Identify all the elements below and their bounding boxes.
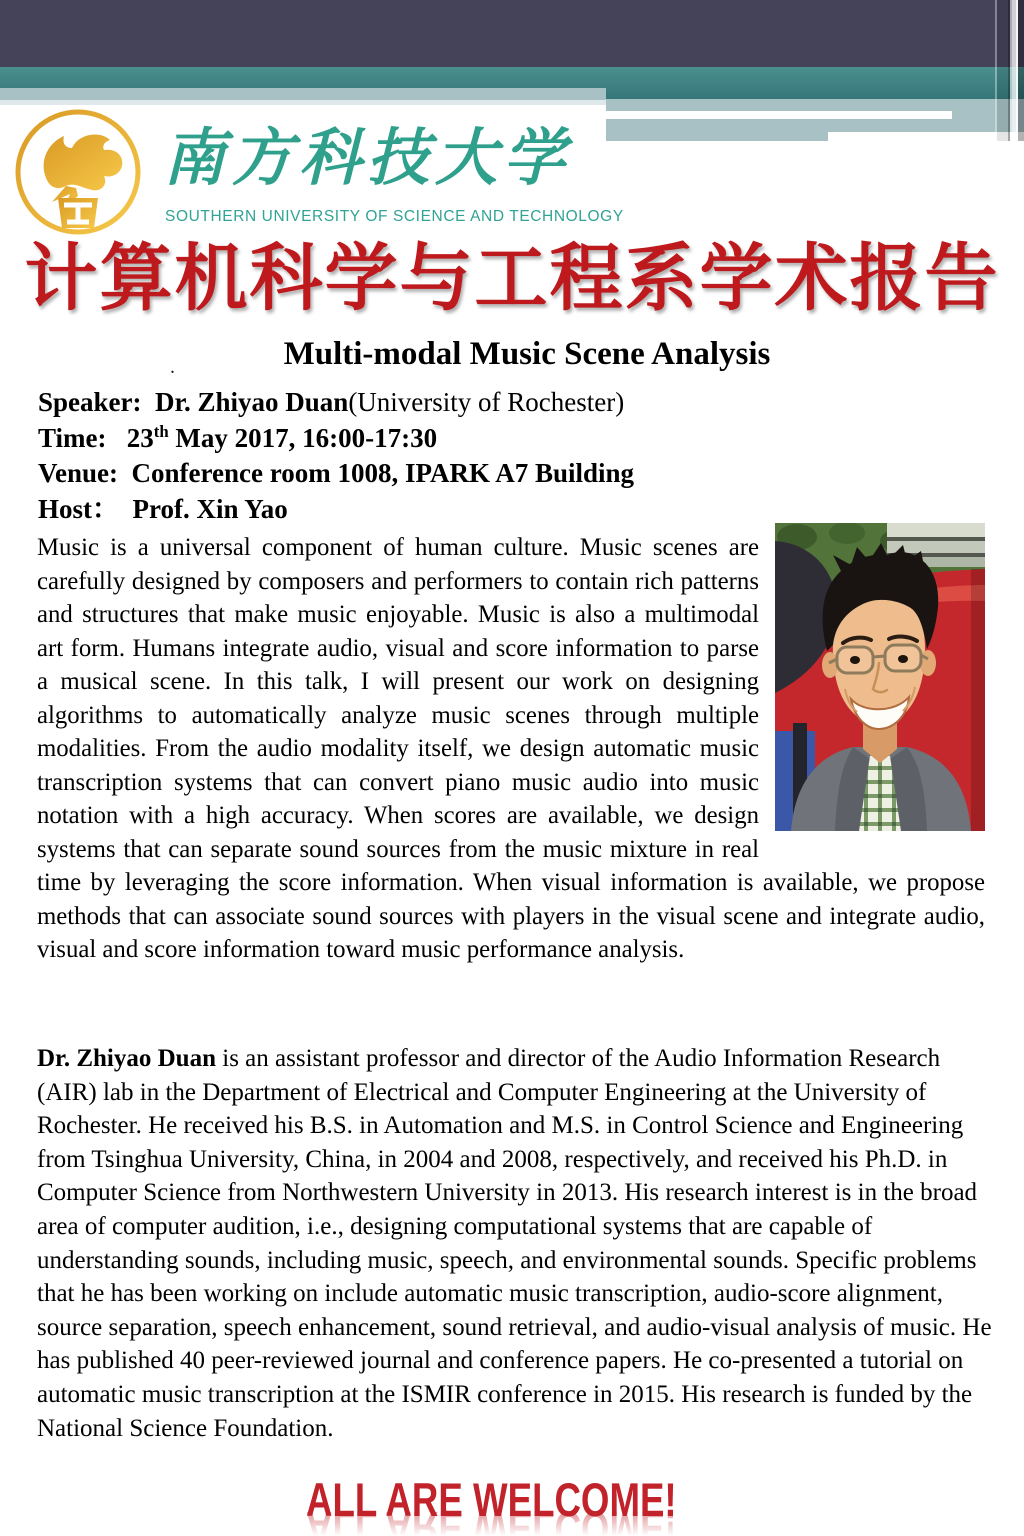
bio-text: is an assistant professor and director of the Audio Information Research (AIR) lab in the Department of Electrical and Computer Engineering at the University of Rochester. He received his B.S. in Automation and M.S. in Control Science and Engineering from Tsinghua University, China, in 2004 and 2008, respectively, and received his Ph.D. in Computer Science from Northwestern University in 2013. His research interest is in the broad area of computer audition, i.e., designing computational systems that are capable of understanding sounds, including music, speech, and environmental sounds. Specific problems that he has been working on include automatic music transcription, audio-score alignment, source separation, speech enhancement, sound retrieval, and audio-visual analysis of music. He has published 40 peer-reviewed journal and conference papers. He co-presented a tutorial on automatic music transcription at the ISMIR conference in 2015. His research is funded by the National Science Foundation. <box>37 1045 992 1442</box>
time-value: May 2017, 16:00-17:30 <box>168 422 438 453</box>
speaker-affiliation: (University of Rochester) <box>348 387 625 417</box>
corner-vertical-stripes <box>991 0 1024 141</box>
right-light-band-lower <box>606 132 828 141</box>
abstract-text: Music is a universal component of human culture. Music scenes are carefully designed by composers and performers to contain rich patterns and structures that make music enjoyable. Music is also a multimodal art form. Humans integrate audio, visual and score information to parse a musical scene. In this talk, I will present our work on designing algorithms to automatically analyze music scenes through multiple modalities. From the audio modality itself, we design automatic music transcription systems that can convert piano music audio into music notation with a high accuracy. When scores are available, we design systems that can separate sound sources from the music mixture in real time by leveraging the score information. When visual information is available, we propose methods that can associate sound sources with players in the visual scene and integrate audio, visual and score information toward music performance analysis. <box>37 534 985 963</box>
time-day: 23 <box>126 422 154 453</box>
bio-paragraph <box>37 1042 1005 1445</box>
welcome-text: ALL ARE WELCOME! <box>306 1473 677 1526</box>
time-ordinal: th <box>153 421 169 441</box>
host-value: Prof. Xin Yao <box>132 493 288 524</box>
venue-label: Venue: <box>38 458 132 488</box>
time-label: Time: <box>38 422 127 453</box>
right-white-stripe <box>606 111 952 119</box>
stray-period-mark: . <box>170 356 175 378</box>
speaker-line <box>38 385 998 421</box>
event-details <box>38 385 998 527</box>
time-line <box>38 421 998 457</box>
left-pale-strip <box>0 100 606 105</box>
host-label: Host： <box>38 493 133 524</box>
university-name-chinese: 南方科技大学 <box>163 124 572 193</box>
bio-speaker-name: Dr. Zhiyao Duan <box>37 1045 216 1072</box>
venue-line <box>38 456 998 492</box>
speaker-name: Dr. Zhiyao Duan <box>155 387 349 417</box>
top-navy-bar <box>0 0 1024 67</box>
sustech-phoenix-logo-icon <box>12 106 144 238</box>
university-name-english: SOUTHERN UNIVERSITY OF SCIENCE AND TECHNOLOGY <box>165 208 624 225</box>
speaker-label: Speaker: <box>38 387 155 417</box>
welcome-banner <box>306 1473 781 1526</box>
venue-value: Conference room 1008, IPARK A7 Building <box>131 458 635 488</box>
department-title: 计算机科学与工程系学术报告 <box>24 238 1000 319</box>
host-line <box>38 492 998 528</box>
left-light-strip <box>0 88 606 100</box>
speaker-photo <box>775 523 985 831</box>
abstract-paragraph <box>37 531 985 967</box>
talk-title: Multi-modal Music Scene Analysis <box>283 336 771 372</box>
